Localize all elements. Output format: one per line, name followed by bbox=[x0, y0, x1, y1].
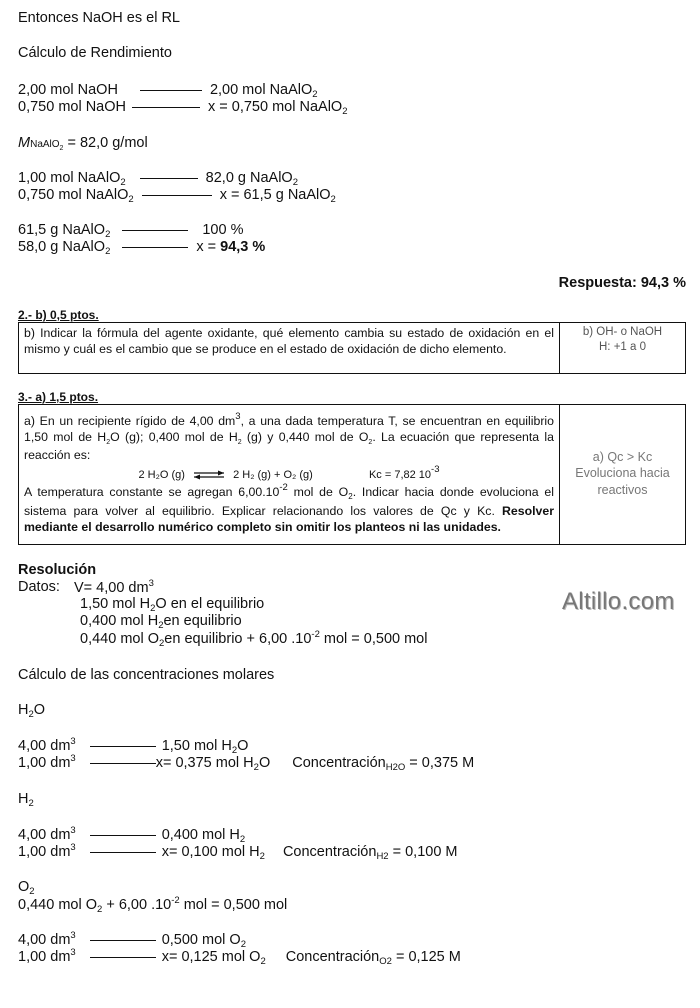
molar-mass: MNaAlO$_2$ = 82,0 g/mol bbox=[18, 135, 148, 152]
ratio-row-4: 0,750 mol NaAlO$_2$ x = 61,5 g NaAlO$_2$ bbox=[18, 187, 336, 205]
q2-answer-line: H: +1 a 0 bbox=[599, 340, 646, 353]
rl-line: Entonces NaOH es el RL bbox=[18, 10, 180, 26]
ratio-right: 82,0 g NaAlO bbox=[205, 170, 293, 186]
datos-h2o: 1,50 mol $H_2O$ en el equilibrio bbox=[80, 596, 265, 614]
ratio-right: 2,00 mol NaAlO bbox=[209, 82, 313, 98]
o2-row-1: 4,00 $dm^3$ 0,500 mol $O_2$ bbox=[18, 930, 246, 950]
q3-title: 3.- a) 1,5 ptos. bbox=[18, 390, 99, 404]
answer-text: Respuesta: 94,3 % bbox=[558, 275, 686, 291]
ratio-right: x = 0,750 mol NaAlO bbox=[208, 99, 343, 115]
q2-answer-line: b) OH- o NaOH bbox=[582, 326, 663, 338]
datos-h2: 0,400 mol $H_2en$ equilibrio bbox=[80, 613, 242, 631]
q3-paragraph-1: a) En un recipiente rígido de 4,00 $dm^3$, a una dada temperatura T, se encuentran en equilibrio 1,50 mol de $H_2O$ (g); 0,400 mol de $H_2$ (g) y 0,440 mol de $O_2$. La ecuación que representa la reacción es: bbox=[24, 411, 554, 463]
ratio-left: 1,00 mol NaAlO bbox=[18, 170, 121, 186]
ratio-row-2: 0,750 mol NaOH x = 0,750 mol NaAlO$_2$ bbox=[18, 99, 348, 117]
q3-box bbox=[18, 404, 686, 545]
q2-answer bbox=[560, 323, 685, 373]
molar-mass-symbol: M bbox=[18, 135, 31, 151]
q3-statement bbox=[19, 405, 559, 544]
q3-equation: 2 H₂O (g) 2 H₂ (g) + O₂ (g) Kc = 7,82 $10^{-3}$ bbox=[138, 463, 440, 481]
ratio-left: 2,00 mol NaOH bbox=[18, 82, 118, 98]
ratio-row-3: 1,00 mol NaAlO$_2$ 82,0 g NaAlO$_2$ bbox=[18, 170, 299, 188]
yield-title: Cálculo de Rendimiento bbox=[18, 45, 172, 61]
o2-row-2: 1,00 $dm^3$ x= 0,125 mol $O_2$ Concentración$_{O2}$ = 0,125 M bbox=[18, 947, 461, 967]
equilibrium-arrows-icon bbox=[192, 470, 226, 480]
equation-reactants: 2 H₂O (g) bbox=[138, 468, 185, 481]
equation-products: 2 H₂ (g) + O₂ (g) bbox=[233, 468, 313, 481]
molar-mass-value: = 82,0 g/mol bbox=[63, 135, 148, 151]
h2o-row-1: 4,00 $dm^3$ 1,50 mol $H_2O$ bbox=[18, 736, 249, 756]
o2-sum: 0,440 mol $O_2 + 6,00$ $.10^{-2}$ mol = 0,500 mol bbox=[18, 895, 288, 915]
q3-answer-line: Evoluciona hacia bbox=[575, 466, 670, 481]
h2o-label: $H_2O$ bbox=[18, 702, 46, 720]
ratio-left: 61,5 g NaAlO bbox=[18, 222, 106, 238]
q2-box bbox=[18, 322, 686, 374]
h2-row-2: 1,00 $dm^3$ x= 0,100 mol $H_2$ Concentración$_{H2}$ = 0,100 M bbox=[18, 842, 458, 862]
datos-label: Datos: bbox=[18, 579, 60, 595]
h2-label: $H_2$ bbox=[18, 791, 34, 809]
q3-paragraph-2: A temperatura constante se agregan $6,00.10^{-2}$ mol de $O_2$. Indicar hacia donde evoluciona el sistema para volver al equilibrio. Explicar relacionando los valores de Qc y Kc. Resolver mediante el desarrollo numérico completo sin omitir los planteos ni las unidades. bbox=[24, 482, 554, 534]
equation-kc: Kc = 7,82 10 bbox=[368, 468, 432, 481]
h2o-row-2: 1,00 $dm^3$ x= 0,375 mol $H_2O$ Concentración$_{H2O}$ = 0,375 M bbox=[18, 753, 475, 773]
ratio-row-5: 61,5 g NaAlO$_2$ 100 % bbox=[18, 222, 244, 240]
ratio-left: 0,750 mol NaAlO bbox=[18, 187, 129, 203]
ratio-right: x = bbox=[196, 239, 221, 255]
q2-title: 2.- b) 0,5 ptos. bbox=[18, 308, 99, 322]
ratio-left: 58,0 g NaAlO bbox=[18, 239, 106, 255]
h2-row-1: 4,00 $dm^3$ 0,400 mol $H_2$ bbox=[18, 825, 246, 845]
ratio-row-6: 58,0 g NaAlO$_2$ x = 94,3 % bbox=[18, 239, 266, 257]
ratio-row-1: 2,00 mol NaOH 2,00 mol NaAlO$_2$ bbox=[18, 82, 318, 100]
altillo-logo: Altillo.com bbox=[562, 588, 675, 615]
datos-volume: V= 4,00 $dm^3$ bbox=[74, 578, 154, 596]
conc-title: Cálculo de las concentraciones molares bbox=[18, 667, 275, 683]
molar-mass-subscript: NaAlO bbox=[30, 139, 60, 150]
resolution-title: Resolución bbox=[18, 562, 97, 578]
q2-statement: b) Indicar la fórmula del agente oxidante, qué elemento cambia su estado de oxidación en el mismo y cuál es el cambio que se produce en el estado de oxidación de dicho elemento. bbox=[24, 326, 554, 357]
q3-answer-line: a) Qc > Kc bbox=[592, 450, 653, 464]
yield-result: 94,3 % bbox=[220, 239, 266, 255]
q3-answer-line: reactivos bbox=[597, 482, 648, 497]
o2-label: $O_2$ bbox=[18, 879, 35, 897]
datos-o2: 0,440 mol $O_2en$ equilibrio + 6,00 $.10^{-2}$ mol = 0,500 mol bbox=[80, 629, 428, 649]
q3-answer bbox=[560, 405, 685, 544]
ratio-left: 0,750 mol NaOH bbox=[18, 99, 126, 115]
ratio-right: x = 61,5 g NaAlO bbox=[219, 187, 331, 203]
ratio-right: 100 % bbox=[202, 222, 244, 238]
